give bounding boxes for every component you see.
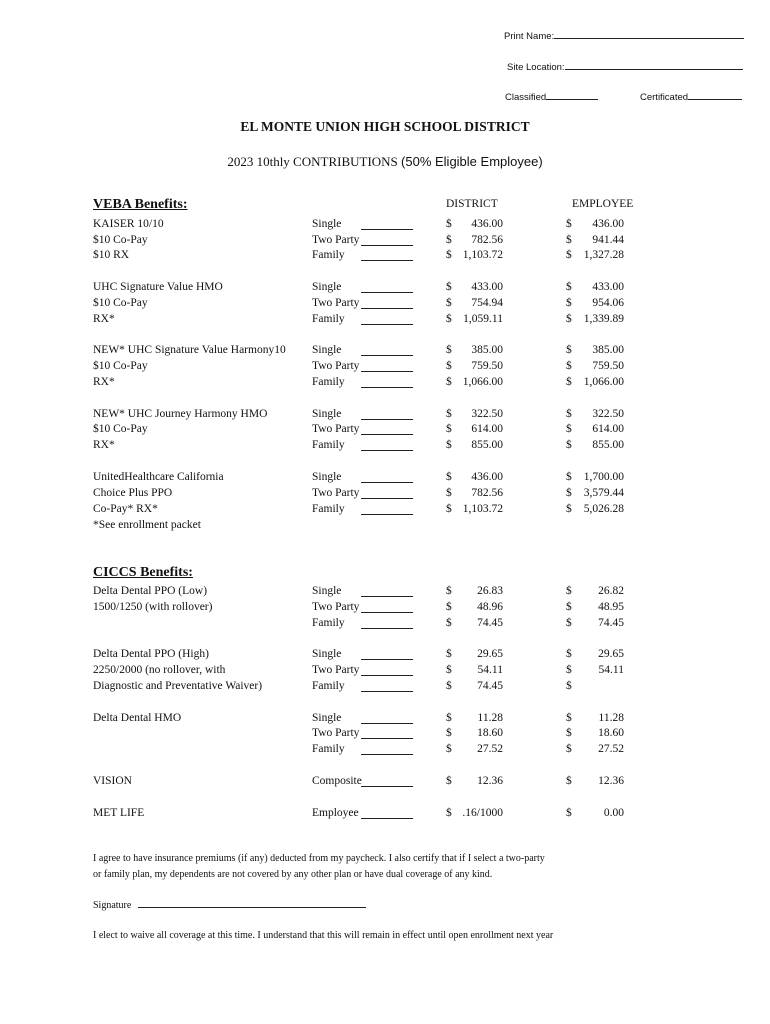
plan-label: $10 RX (93, 249, 130, 261)
site-location-label: Site Location: (507, 62, 565, 73)
enrollment-line[interactable] (361, 311, 413, 325)
employee-amount: 0.00 (603, 807, 624, 819)
coverage-tier: Family (312, 439, 345, 451)
plan-label: $10 Co-Pay (93, 360, 148, 372)
employee-amount: 5,026.28 (583, 503, 624, 515)
plan-label: Delta Dental HMO (93, 712, 182, 724)
table-row (0, 437, 770, 453)
table-row (0, 406, 770, 422)
table-row (0, 247, 770, 263)
district-amount: 29.65 (477, 648, 503, 660)
site-location-field[interactable] (507, 60, 743, 73)
employee-dollar-sign: $ (566, 664, 572, 676)
enrollment-line[interactable] (361, 725, 413, 739)
district-amount: 18.60 (477, 727, 503, 739)
enrollment-line[interactable] (361, 678, 413, 692)
district-amount: 11.28 (477, 712, 503, 724)
table-row (0, 583, 770, 599)
district-amount: 436.00 (471, 471, 503, 483)
district-amount: 1,059.11 (463, 313, 503, 325)
print-name-line[interactable] (554, 29, 744, 39)
employee-dollar-sign: $ (566, 601, 572, 613)
district-dollar-sign: $ (446, 503, 452, 515)
table-row (0, 311, 770, 327)
district-dollar-sign: $ (446, 648, 452, 660)
employee-dollar-sign: $ (566, 680, 572, 692)
district-amount: 433.00 (471, 281, 503, 293)
district-amount: 26.83 (477, 585, 503, 597)
district-amount: 54.11 (477, 664, 503, 676)
district-amount: 436.00 (471, 218, 503, 230)
employee-dollar-sign: $ (566, 727, 572, 739)
employee-amount: 614.00 (592, 423, 624, 435)
coverage-tier: Single (312, 408, 342, 420)
plan-label: RX* (93, 439, 115, 451)
plan-label: RX* (93, 313, 115, 325)
plan-label: UnitedHealthcare California (93, 471, 224, 483)
employee-amount: 18.60 (598, 727, 624, 739)
contributions-subtitle (0, 154, 770, 170)
enrollment-line[interactable] (361, 583, 413, 597)
district-dollar-sign: $ (446, 680, 452, 692)
district-amount: 855.00 (471, 439, 503, 451)
district-dollar-sign: $ (446, 249, 452, 261)
table-row (0, 646, 770, 662)
enrollment-line[interactable] (361, 469, 413, 483)
enrollment-line[interactable] (361, 421, 413, 435)
enrollment-line[interactable] (361, 710, 413, 724)
employee-dollar-sign: $ (566, 249, 572, 261)
district-amount: 322.50 (471, 408, 503, 420)
district-dollar-sign: $ (446, 471, 452, 483)
employee-dollar-sign: $ (566, 712, 572, 724)
employee-dollar-sign: $ (566, 807, 572, 819)
employee-amount: 759.50 (592, 360, 624, 372)
district-amount: 1,103.72 (462, 249, 503, 261)
coverage-tier: Family (312, 680, 345, 692)
coverage-tier: Composite (312, 775, 362, 787)
enrollment-line[interactable] (361, 437, 413, 451)
enrollment-line[interactable] (361, 599, 413, 613)
plan-label: UHC Signature Value HMO (93, 281, 223, 293)
employee-amount: 941.44 (592, 234, 624, 246)
district-amount: 74.45 (477, 680, 503, 692)
employee-dollar-sign: $ (566, 775, 572, 787)
certificated-label: Certificated (640, 92, 689, 103)
table-row (0, 358, 770, 374)
employee-dollar-sign: $ (566, 281, 572, 293)
employee-amount: 1,339.89 (583, 313, 624, 325)
plan-label: 1500/1250 (with rollover) (93, 601, 213, 613)
enrollment-line[interactable] (361, 247, 413, 261)
district-dollar-sign: $ (446, 585, 452, 597)
district-title: EL MONTE UNION HIGH SCHOOL DISTRICT (240, 119, 530, 134)
enrollment-line[interactable] (361, 615, 413, 629)
enrollment-line[interactable] (361, 232, 413, 246)
table-row (0, 773, 770, 789)
plan-label: $10 Co-Pay (93, 297, 148, 309)
enrollment-line[interactable] (361, 406, 413, 420)
district-dollar-sign: $ (446, 601, 452, 613)
district-dollar-sign: $ (446, 344, 452, 356)
table-row (0, 295, 770, 311)
coverage-tier: Two Party (312, 360, 360, 372)
plan-label: Diagnostic and Preventative Waiver) (93, 680, 263, 692)
print-name-field[interactable] (504, 29, 744, 42)
enrollment-line[interactable] (361, 295, 413, 309)
district-amount: 782.56 (471, 234, 503, 246)
coverage-tier: Family (312, 743, 345, 755)
signature-line[interactable] (138, 897, 366, 908)
district-dollar-sign: $ (446, 807, 452, 819)
plan-label: Co-Pay* RX* (93, 503, 158, 515)
district-dollar-sign: $ (446, 439, 452, 451)
table-row (0, 741, 770, 757)
district-amount: 1,066.00 (462, 376, 503, 388)
employee-dollar-sign: $ (566, 743, 572, 755)
district-dollar-sign: $ (446, 487, 452, 499)
table-row (0, 469, 770, 485)
district-dollar-sign: $ (446, 617, 452, 629)
coverage-tier: Family (312, 503, 345, 515)
employee-dollar-sign: $ (566, 376, 572, 388)
plan-label: Delta Dental PPO (Low) (93, 585, 208, 597)
enrollment-line[interactable] (361, 805, 413, 819)
district-amount: 12.36 (477, 775, 503, 787)
district-dollar-sign: $ (446, 360, 452, 372)
employee-amount: 54.11 (598, 664, 624, 676)
coverage-tier: Family (312, 376, 345, 388)
table-row (0, 678, 770, 694)
plan-label: VISION (93, 775, 132, 787)
print-name-label: Print Name: (504, 31, 555, 42)
enrollment-line[interactable] (361, 279, 413, 293)
plan-label: KAISER 10/10 (93, 218, 164, 230)
district-dollar-sign: $ (446, 423, 452, 435)
coverage-tier: Family (312, 249, 345, 261)
coverage-tier: Employee (312, 807, 359, 819)
district-amount: 1,103.72 (462, 503, 503, 515)
district-dollar-sign: $ (446, 234, 452, 246)
enrollment-line[interactable] (361, 741, 413, 755)
coverage-tier: Single (312, 712, 342, 724)
enrollment-line[interactable] (361, 342, 413, 356)
table-row (0, 216, 770, 232)
veba-heading: VEBA Benefits: (93, 197, 188, 212)
coverage-tier: Family (312, 617, 345, 629)
plan-label: NEW* UHC Signature Value Harmony10 (93, 344, 286, 356)
coverage-tier: Two Party (312, 234, 360, 246)
employee-amount: 12.36 (598, 775, 624, 787)
table-row (0, 501, 770, 517)
plan-label: 2250/2000 (no rollover, with (93, 664, 226, 676)
enrollment-line[interactable] (361, 374, 413, 388)
classified-line[interactable] (546, 90, 598, 100)
district-amount: 74.45 (477, 617, 503, 629)
district-dollar-sign: $ (446, 281, 452, 293)
district-amount: 782.56 (471, 487, 503, 499)
employee-column-header: EMPLOYEE (572, 198, 634, 210)
employee-dollar-sign: $ (566, 471, 572, 483)
coverage-tier: Two Party (312, 727, 360, 739)
employee-amount: 954.06 (592, 297, 624, 309)
district-dollar-sign: $ (446, 743, 452, 755)
employee-amount: 1,066.00 (583, 376, 624, 388)
ciccs-heading: CICCS Benefits: (93, 565, 193, 580)
employee-dollar-sign: $ (566, 297, 572, 309)
plan-label: *See enrollment packet (93, 519, 201, 531)
agreement-text (93, 851, 653, 883)
table-row (0, 615, 770, 631)
district-amount: 385.00 (471, 344, 503, 356)
employee-dollar-sign: $ (566, 617, 572, 629)
employee-amount: 1,327.28 (583, 249, 624, 261)
plan-label: $10 Co-Pay (93, 234, 148, 246)
table-row (0, 421, 770, 437)
coverage-tier: Two Party (312, 423, 360, 435)
certificated-field[interactable] (640, 90, 742, 103)
waive-coverage-text: I elect to waive all coverage at this time. I understand that this will remain in effect until open enrollment next year (93, 930, 554, 941)
plan-label: Choice Plus PPO (93, 487, 173, 499)
employee-dollar-sign: $ (566, 439, 572, 451)
employee-dollar-sign: $ (566, 648, 572, 660)
enrollment-line[interactable] (361, 501, 413, 515)
certificated-line[interactable] (688, 90, 742, 100)
employee-dollar-sign: $ (566, 360, 572, 372)
table-row (0, 232, 770, 248)
enrollment-line[interactable] (361, 646, 413, 660)
employee-dollar-sign: $ (566, 503, 572, 515)
coverage-tier: Single (312, 585, 342, 597)
plan-label: $10 Co-Pay (93, 423, 148, 435)
district-amount: 754.94 (471, 297, 503, 309)
classified-label: Classified (505, 92, 547, 103)
employee-dollar-sign: $ (566, 585, 572, 597)
table-row (0, 374, 770, 390)
coverage-tier: Single (312, 648, 342, 660)
employee-amount: 436.00 (592, 218, 624, 230)
enrollment-line[interactable] (361, 485, 413, 499)
district-amount: 48.96 (477, 601, 503, 613)
employee-dollar-sign: $ (566, 234, 572, 246)
table-row (0, 710, 770, 726)
employee-amount: 322.50 (592, 408, 624, 420)
coverage-tier: Two Party (312, 601, 360, 613)
district-dollar-sign: $ (446, 408, 452, 420)
table-row (0, 662, 770, 678)
employee-dollar-sign: $ (566, 423, 572, 435)
employee-dollar-sign: $ (566, 487, 572, 499)
table-row (0, 485, 770, 501)
subtitle-prefix: 2023 10thly CONTRIBUTIONS (227, 154, 398, 169)
employee-amount: 11.28 (598, 712, 624, 724)
employee-amount: 855.00 (592, 439, 624, 451)
table-row (0, 279, 770, 295)
plan-label: NEW* UHC Journey Harmony HMO (93, 408, 268, 420)
coverage-tier: Two Party (312, 297, 360, 309)
coverage-tier: Two Party (312, 487, 360, 499)
district-dollar-sign: $ (446, 297, 452, 309)
site-location-line[interactable] (565, 60, 743, 70)
coverage-tier: Family (312, 313, 345, 325)
district-amount: 614.00 (471, 423, 503, 435)
table-row (0, 805, 770, 821)
employee-dollar-sign: $ (566, 344, 572, 356)
district-dollar-sign: $ (446, 712, 452, 724)
coverage-tier: Single (312, 344, 342, 356)
district-dollar-sign: $ (446, 727, 452, 739)
coverage-tier: Single (312, 281, 342, 293)
employee-dollar-sign: $ (566, 313, 572, 325)
coverage-tier: Single (312, 471, 342, 483)
employee-amount: 3,579.44 (583, 487, 624, 499)
classified-field[interactable] (505, 90, 598, 103)
agreement-line-1: I agree to have insurance premiums (if any) deducted from my paycheck. I also certify that if I select a two-party (93, 853, 545, 864)
district-amount: 759.50 (471, 360, 503, 372)
employee-amount: 385.00 (592, 344, 624, 356)
district-dollar-sign: $ (446, 664, 452, 676)
enrollment-line[interactable] (361, 662, 413, 676)
coverage-tier: Single (312, 218, 342, 230)
district-dollar-sign: $ (446, 218, 452, 230)
subtitle-suffix: (50% Eligible Employee) (401, 154, 543, 169)
employee-amount: 74.45 (598, 617, 624, 629)
coverage-tier: Two Party (312, 664, 360, 676)
plan-label: RX* (93, 376, 115, 388)
enrollment-line[interactable] (361, 358, 413, 372)
employee-amount: 27.52 (598, 743, 624, 755)
employee-amount: 26.82 (598, 585, 624, 597)
table-row (0, 517, 770, 533)
signature-label: Signature (93, 900, 132, 911)
employee-amount: 433.00 (592, 281, 624, 293)
employee-amount: 48.95 (598, 601, 624, 613)
employee-dollar-sign: $ (566, 408, 572, 420)
district-column-header: DISTRICT (446, 198, 498, 210)
plan-label: Delta Dental PPO (High) (93, 648, 209, 660)
table-row (0, 342, 770, 358)
enrollment-line[interactable] (361, 773, 413, 787)
employee-dollar-sign: $ (566, 218, 572, 230)
district-dollar-sign: $ (446, 376, 452, 388)
employee-amount: 29.65 (598, 648, 624, 660)
table-row (0, 599, 770, 615)
signature-field[interactable] (93, 897, 653, 914)
district-dollar-sign: $ (446, 313, 452, 325)
district-amount: .16/1000 (462, 807, 503, 819)
agreement-line-2: or family plan, my dependents are not covered by any other plan or have dual coverage of any kind. (93, 869, 493, 880)
district-amount: 27.52 (477, 743, 503, 755)
employee-amount: 1,700.00 (583, 471, 624, 483)
plan-label: MET LIFE (93, 807, 145, 819)
enrollment-line[interactable] (361, 216, 413, 230)
district-dollar-sign: $ (446, 775, 452, 787)
table-row (0, 725, 770, 741)
